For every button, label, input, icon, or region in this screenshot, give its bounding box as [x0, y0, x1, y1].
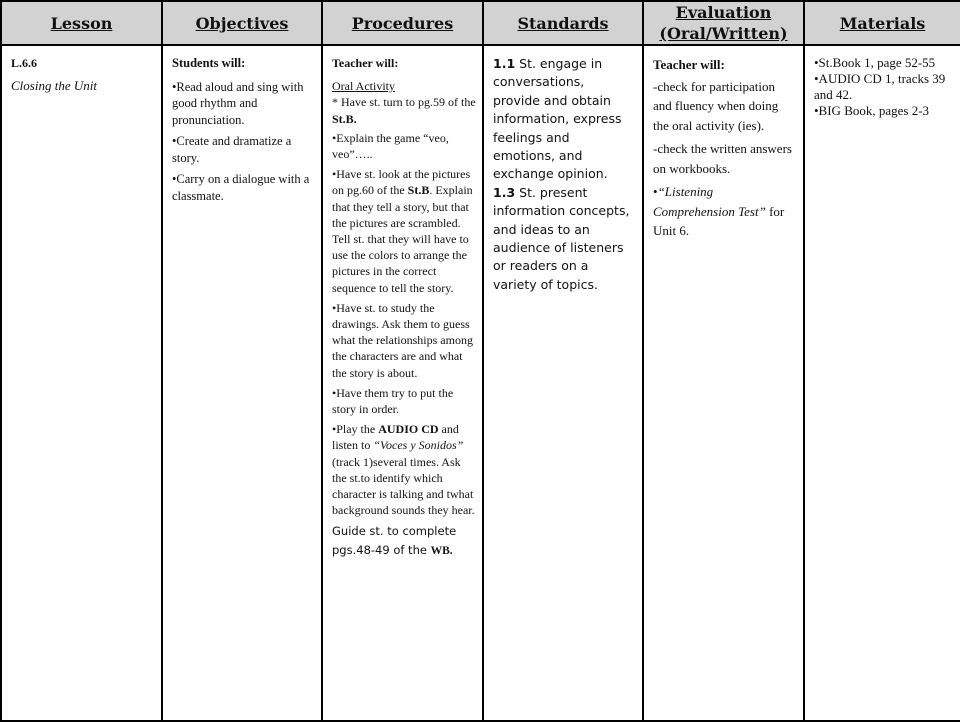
header-procedures: Procedures	[322, 1, 483, 45]
material-item: •St.Book 1, page 52-55	[814, 55, 936, 70]
play-text-a: •Play the	[332, 422, 379, 437]
play-text-c: (track 1)several times. Ask the st.to identify which character is talking and twhat background sounds they hear.	[332, 454, 475, 518]
objective-item: •Carry on a dialogue with a classmate.	[172, 172, 310, 203]
audio-cd-ref: AUDIO CD	[378, 422, 439, 437]
oral-activity-label: Oral Activity	[332, 79, 395, 94]
objective-item: •Read aloud and sing with good rhythm and pronunciation.	[172, 79, 304, 127]
student-book-ref: St.B.	[332, 111, 357, 126]
header-evaluation-line2: (Oral/Written)	[659, 24, 788, 43]
standard-text: St. present information concepts, and ideas to an audience of listeners or readers on a variety of topics.	[493, 184, 630, 292]
header-materials: Materials	[804, 1, 960, 45]
lesson-cell	[1, 45, 162, 721]
workbook-ref: WB.	[430, 545, 453, 558]
header-objectives: Objectives	[162, 1, 322, 45]
procedure-step	[332, 522, 477, 561]
lesson-title: Closing the Unit	[11, 77, 97, 93]
procedure-step	[332, 78, 477, 127]
procedure-step	[332, 130, 477, 162]
standard-text: St. engage in conversations, provide and obtain information, express feelings and emotions, and exchange opinion.	[493, 56, 622, 182]
procedures-intro: Teacher will:	[332, 56, 399, 70]
evaluation-intro: Teacher will:	[653, 57, 725, 72]
student-book-ref: St.B	[407, 183, 430, 198]
material-item: •BIG Book, pages 2-3	[814, 103, 930, 118]
turn-page-text: * Have st. turn to pg.59 of the	[332, 95, 476, 110]
bullet: •	[653, 184, 658, 199]
header-evaluation	[643, 1, 804, 45]
standard-item	[493, 55, 635, 294]
header-row	[1, 1, 960, 45]
procedure-step: •Have st. to study the drawings. Ask them to guess what the relationships among the characters are and what the story is about.	[332, 300, 473, 380]
play-text-b: and listen to	[332, 422, 459, 453]
evaluation-cell	[643, 45, 804, 721]
guide-text: Guide st. to complete pgs.48-49 of the	[332, 524, 457, 558]
test-suffix: for Unit 6.	[653, 203, 785, 238]
standard-number: 1.3	[493, 184, 516, 200]
evaluation-item: -check the written answers on workbooks.	[653, 141, 792, 176]
objectives-cell	[162, 45, 322, 721]
test-name: “Listening Comprehension Test”	[653, 184, 766, 219]
track-name: “Voces y Sonidos”	[373, 438, 464, 453]
pictures-text-a: •Have st. look at the pictures on pg.60 of the	[332, 167, 471, 198]
lesson-code: L.6.6	[11, 56, 38, 70]
evaluation-item	[653, 182, 796, 241]
header-lesson: Lesson	[1, 1, 162, 45]
procedure-step: •Have them try to put the story in order.	[332, 385, 454, 417]
pictures-text-b: . Explain that they tell a story, but that the pictures are scrambled. Tell st. that they will have to use the colors to arrange the pictures in the correct sequence to tell the story.	[332, 183, 473, 295]
explain-game-text: •Explain the game	[332, 130, 424, 145]
header-standards: Standards	[483, 1, 643, 45]
materials-cell	[804, 45, 960, 721]
standard-number: 1.1	[493, 56, 516, 71]
evaluation-item: -check for participation and fluency when doing the oral activity (ies).	[653, 78, 779, 133]
material-item: •AUDIO CD 1, tracks 39 and 42.	[814, 71, 946, 102]
objectives-intro: Students will:	[172, 56, 246, 70]
game-name: “veo, veo”…..	[332, 130, 449, 162]
header-evaluation-line1: Evaluation	[675, 3, 772, 22]
procedure-step	[332, 421, 477, 518]
objective-item: •Create and dramatize a story.	[172, 134, 292, 165]
procedures-cell	[322, 45, 483, 721]
procedure-step	[332, 166, 477, 296]
standards-cell	[483, 45, 643, 721]
lesson-row	[1, 45, 960, 721]
